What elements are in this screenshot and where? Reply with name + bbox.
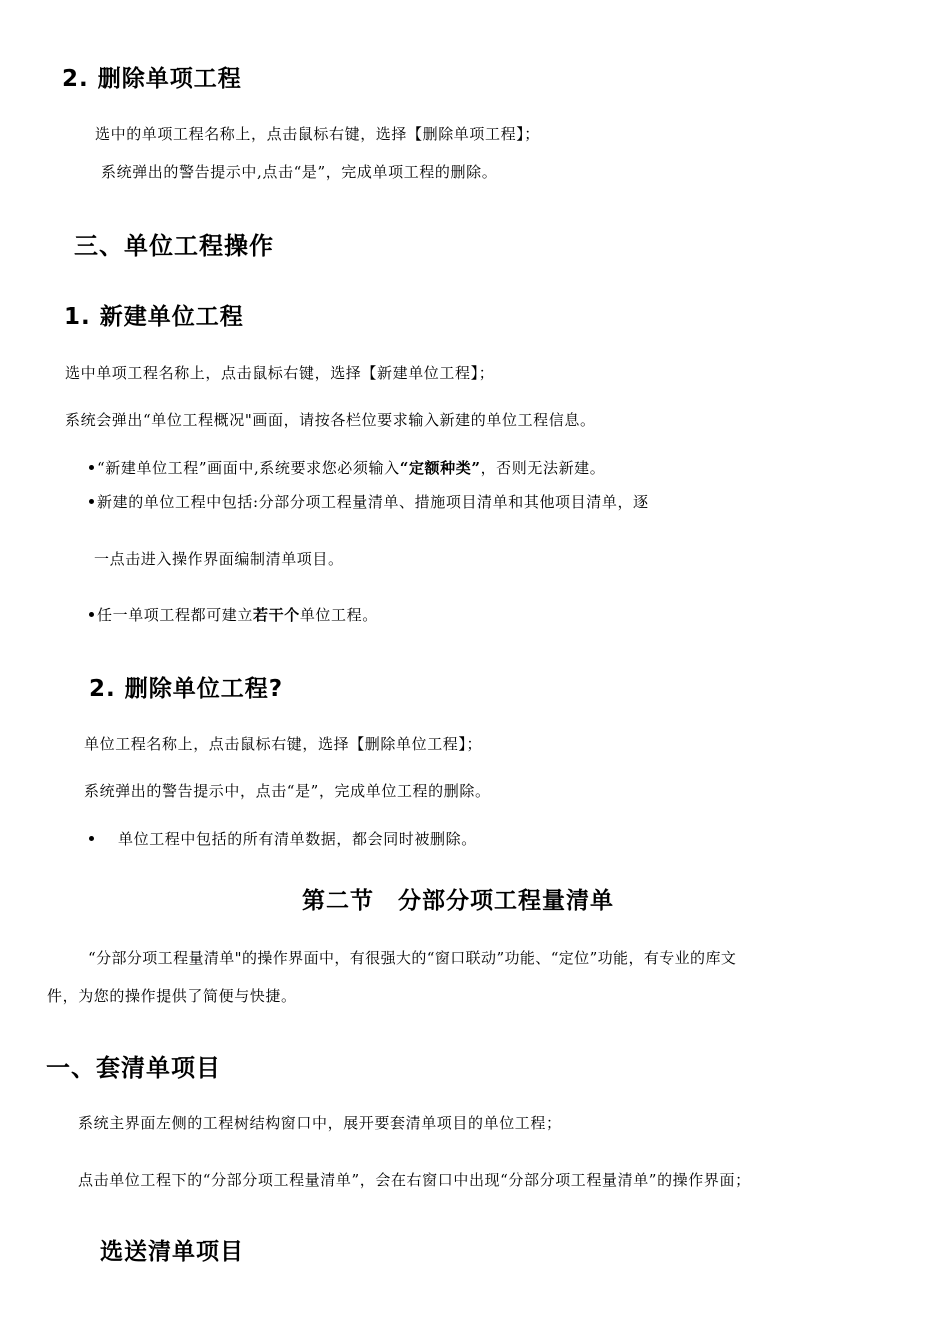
- list-item: “新建单位工程”画面中,系统要求您必须输入“定额种类”，否则无法新建。: [89, 457, 605, 478]
- paragraph: 系统弹出的警告提示中,点击“是”，完成单项工程的删除。: [101, 163, 498, 181]
- paragraph: 选中单项工程名称上，点击鼠标右键，选择【新建单位工程】；: [65, 364, 495, 382]
- bullet-icon: [89, 499, 94, 504]
- list-item: 单位工程中包括的所有清单数据，都会同时被删除。: [89, 828, 477, 849]
- paragraph: 点击单位工程下的“分部分项工程量清单”，会在右窗口中出现“分部分项工程量清单”的操作界面；: [78, 1171, 751, 1189]
- heading-new-unit-project: 1. 新建单位工程: [64, 304, 244, 330]
- paragraph-continuation: 一点击进入操作界面编制清单项目。: [94, 550, 344, 568]
- heading-delete-single-project: 2. 删除单项工程: [62, 66, 242, 92]
- paragraph: “分部分项工程量清单"的操作界面中，有很强大的“窗口联动”功能、“定位”功能，有专业的库文: [88, 949, 737, 967]
- heading-unit-project-operations: 三、单位工程操作: [74, 232, 274, 260]
- paragraph: 单位工程名称上，点击鼠标右键，选择【删除单位工程】；: [84, 735, 483, 753]
- heading-list-items: 一、套清单项目: [46, 1054, 221, 1082]
- section-heading: 第二节 分部分项工程量清单: [302, 888, 614, 914]
- list-item: 任一单项工程都可建立若干个单位工程。: [89, 604, 378, 625]
- bullet-icon: [89, 836, 94, 841]
- paragraph: 选中的单项工程名称上，点击鼠标右键，选择【删除单项工程】；: [95, 125, 540, 143]
- bullet-icon: [89, 612, 94, 617]
- bullet-icon: [89, 465, 94, 470]
- paragraph-continuation: 件，为您的操作提供了简便与快捷。: [47, 987, 297, 1005]
- paragraph: 系统主界面左侧的工程树结构窗口中，展开要套清单项目的单位工程；: [78, 1114, 562, 1132]
- list-item: 新建的单位工程中包括:分部分项工程量清单、措施项目清单和其他项目清单，逐: [89, 491, 649, 512]
- paragraph: 系统会弹出“单位工程概况"画面，请按各栏位要求输入新建的单位工程信息。: [65, 411, 596, 429]
- paragraph: 系统弹出的警告提示中，点击“是”，完成单位工程的删除。: [84, 782, 491, 800]
- heading-delete-unit-project: 2. 删除单位工程?: [89, 676, 284, 702]
- heading-select-list-items: 选送清单项目: [100, 1239, 244, 1265]
